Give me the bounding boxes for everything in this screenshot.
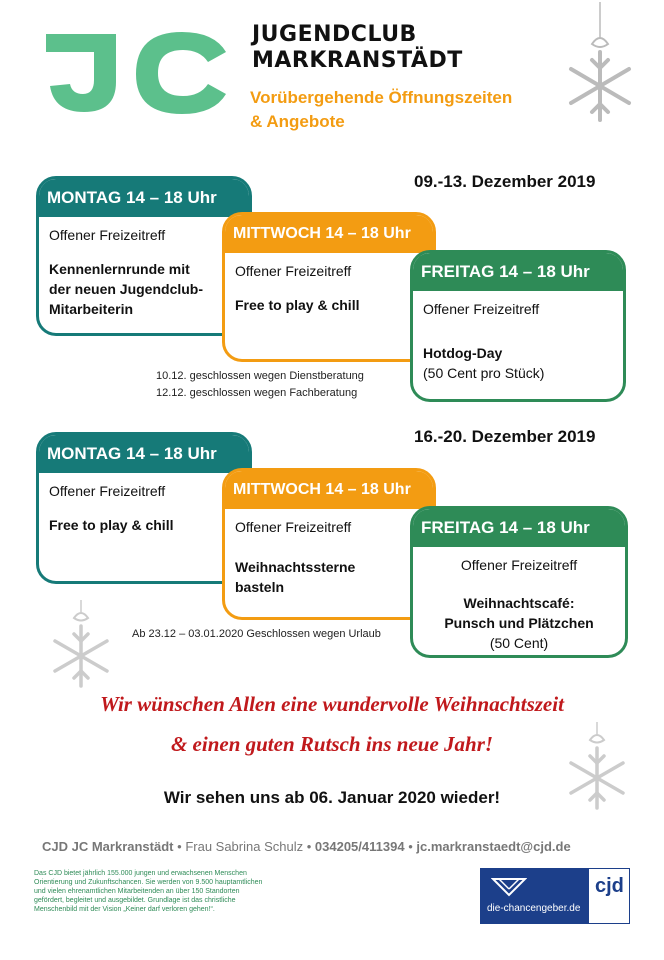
week1-friday-type: Offener Freizeitreff: [423, 301, 540, 317]
footer-small-print: Das CJD bietet jährlich 155.000 jungen und erwachsenen Menschen Orientierung und Zukunftschancen. Sie werden von 9.500 hauptamtlichen und vielen ehrenamtlichen Mitarbeitenden an über 150 Standorten gefördert, begleitet und ausgebildet. Grundlage ist das christliche Menschenbild mit der Vision „Keiner darf verloren gehen!“.: [34, 870, 263, 913]
greeting-line-1: Wir wünschen Allen eine wundervolle Weihnachtszeit: [100, 692, 564, 716]
footer-bullet: •: [408, 839, 413, 854]
week2-monday-activity: Free to play & chill: [49, 517, 174, 533]
week1-friday-extra: (50 Cent pro Stück): [423, 365, 545, 381]
club-name-line1: JUGENDCLUB: [252, 22, 417, 47]
week1-date: 09.-13. Dezember 2019: [414, 172, 596, 191]
cjd-logo: [480, 868, 630, 924]
week1-note-1: 10.12. geschlossen wegen Dienstberatung: [156, 370, 364, 382]
week1-wednesday-activity: Free to play & chill: [235, 297, 360, 313]
footer-bullet: •: [306, 839, 312, 854]
week1-monday-activity: Kennenlernrunde mit der neuen Jugendclub-Mitarbeiterin: [49, 261, 204, 317]
footer-email: jc.markranstaedt@cjd.de: [416, 839, 571, 854]
cjd-logo-blue-panel: [481, 869, 589, 923]
week2-note: Ab 23.12 – 03.01.2020 Geschlossen wegen Urlaub: [132, 628, 381, 640]
footer-bullet: •: [177, 839, 182, 854]
week1-wednesday-card: [222, 212, 436, 362]
footer-org: CJD JC Markranstädt: [42, 839, 174, 854]
week2-friday-card: [410, 506, 628, 658]
week2-wednesday-card: [222, 468, 436, 620]
week2-friday-activity-1: Weihnachtscafé:: [463, 595, 575, 611]
snowflake-ornament-icon: [46, 600, 116, 695]
cjd-brand: cjd: [595, 875, 624, 897]
week1-friday-title: FREITAG 14 – 18 Uhr: [413, 253, 623, 291]
week2-friday-activity-2: Punsch und Plätzchen: [444, 615, 594, 631]
week2-monday-type: Offener Freizeitreff: [49, 483, 166, 499]
week2-monday-card: [36, 432, 252, 584]
footer-contact: [42, 839, 571, 854]
week1-monday-type: Offener Freizeitreff: [49, 227, 166, 243]
week2-date: 16.-20. Dezember 2019: [414, 427, 596, 446]
subtitle: [250, 86, 512, 134]
jc-logo: [36, 24, 236, 119]
subtitle-line1: Vorübergehende Öffnungszeiten: [250, 88, 513, 107]
week2-wednesday-type: Offener Freizeitreff: [235, 519, 352, 535]
week1-friday-activity: Hotdog-Day: [423, 345, 503, 361]
club-name: [252, 22, 463, 74]
see-you-text: Wir sehen uns ab 06. Januar 2020 wieder!: [163, 788, 501, 807]
week1-monday-title: MONTAG 14 – 18 Uhr: [39, 179, 249, 217]
footer-contact-person: Frau Sabrina Schulz: [185, 839, 304, 854]
week2-monday-title: MONTAG 14 – 18 Uhr: [39, 435, 249, 473]
week1-monday-card: [36, 176, 252, 336]
cjd-tagline: die-chancengeber.de: [487, 903, 581, 914]
week2-wednesday-title: MITTWOCH 14 – 18 Uhr: [225, 471, 433, 509]
week2-friday-title: FREITAG 14 – 18 Uhr: [413, 509, 625, 547]
week1-note-2: 12.12. geschlossen wegen Fachberatung: [156, 387, 358, 399]
week2-wednesday-activity: Weihnachtssterne basteln: [235, 559, 356, 595]
snowflake-ornament-icon: [560, 2, 640, 132]
cjd-emblem-icon: [491, 875, 527, 899]
week2-friday-extra: (50 Cent): [489, 635, 549, 651]
club-name-line2: MARKRANSTÄDT: [252, 48, 463, 73]
week2-friday-type: Offener Freizeitreff: [460, 557, 578, 573]
greeting-line-2: & einen guten Rutsch ins neue Jahr!: [170, 732, 494, 756]
week1-friday-card: [410, 250, 626, 402]
subtitle-line2: & Angebote: [250, 112, 345, 131]
week1-wednesday-title: MITTWOCH 14 – 18 Uhr: [225, 215, 433, 253]
week1-wednesday-type: Offener Freizeitreff: [235, 263, 352, 279]
footer-phone: 034205/411394: [314, 839, 405, 854]
